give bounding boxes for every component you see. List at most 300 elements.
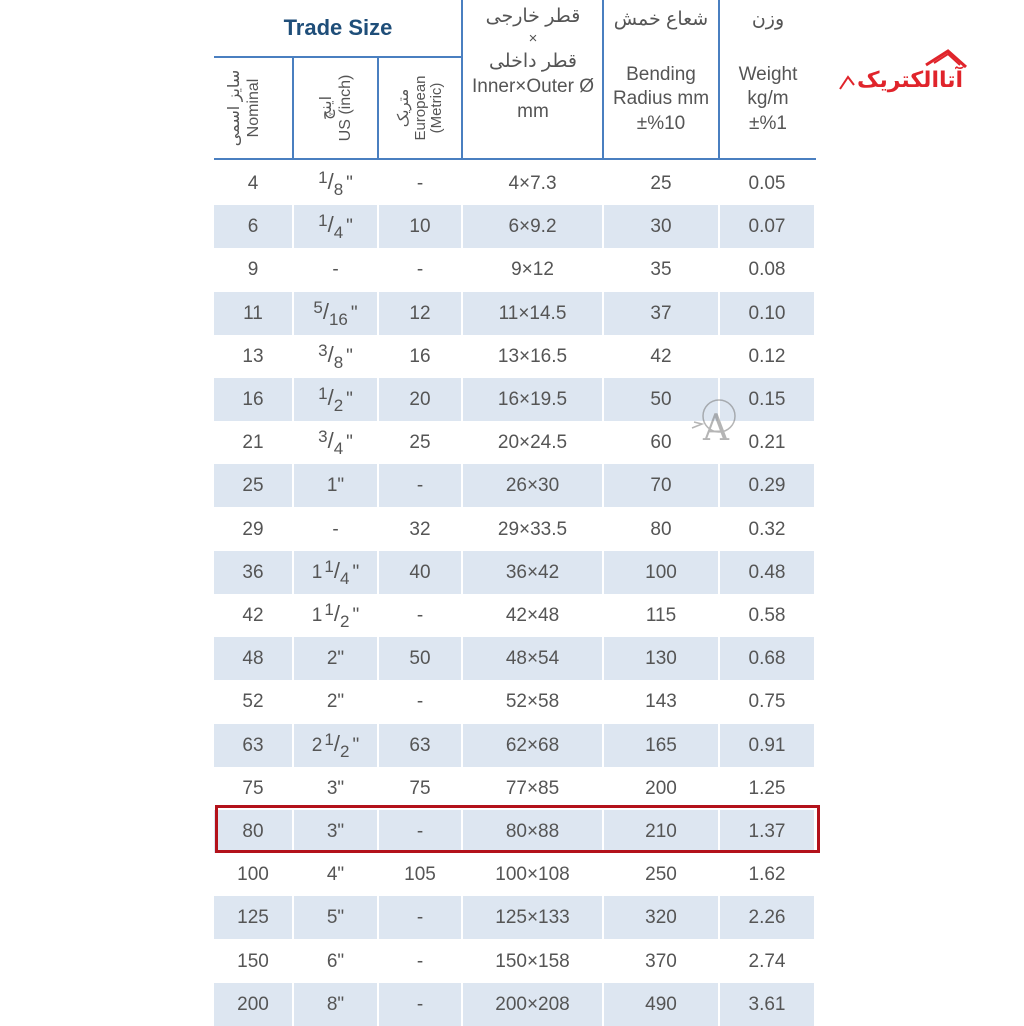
us-inch-whole: 1: [311, 561, 323, 583]
diameter-cell-value: 100×108: [495, 863, 570, 885]
us-inch-den: 4: [333, 222, 344, 242]
brand-logo: [838, 45, 978, 101]
row-divider: [602, 767, 604, 810]
bending-radius-cell: [604, 508, 718, 551]
weight-cell: [720, 680, 814, 723]
fraction-slash: /: [327, 384, 334, 410]
us-inch-value: 6": [326, 950, 345, 972]
us-inch-cell: [294, 896, 377, 939]
nominal-cell-value: 52: [242, 690, 264, 712]
metric-cell-value: 25: [409, 431, 431, 453]
nominal-cell: [214, 335, 292, 378]
row-divider: [718, 594, 720, 637]
bending-radius-cell: [604, 853, 718, 896]
us-header-fa: اینچ: [317, 95, 335, 121]
metric-cell-value: -: [416, 474, 424, 496]
diameter-cell-value: 11×14.5: [498, 302, 567, 324]
weight-cell-value: 1.62: [748, 863, 786, 885]
bending-radius-cell-value: 143: [645, 690, 677, 712]
nominal-cell-value: 21: [242, 431, 264, 453]
nominal-cell: [214, 378, 292, 421]
us-inch-cell: [294, 724, 377, 767]
nominal-cell: [214, 594, 292, 637]
metric-cell-value: 75: [409, 777, 431, 799]
nominal-header-en: Nominal: [245, 78, 262, 138]
diameter-cell-value: 125×133: [495, 906, 570, 928]
us-inch-value: -: [332, 518, 339, 540]
row-divider: [602, 551, 604, 594]
row-divider: [461, 724, 463, 767]
nominal-cell-value: 125: [237, 906, 269, 928]
metric-cell: [379, 248, 461, 291]
row-divider: [377, 551, 379, 594]
trade-size-divider: [214, 56, 462, 58]
bending-radius-cell: [604, 594, 718, 637]
metric-cell-value: 32: [409, 518, 431, 540]
us-inch-value: 2": [326, 690, 345, 712]
us-inch-num: 1: [324, 729, 334, 749]
us-inch-cell: [294, 637, 377, 680]
metric-cell-value: -: [416, 172, 424, 194]
row-divider: [377, 378, 379, 421]
weight-cell-value: 0.15: [748, 388, 786, 410]
bending-radius-cell-value: 100: [645, 561, 677, 583]
bending-radius-cell: [604, 940, 718, 983]
highlight-box: [215, 805, 820, 853]
row-divider: [461, 940, 463, 983]
us-inch-num: 1: [324, 599, 334, 619]
trade-size-header: [214, 0, 462, 56]
row-divider: [718, 724, 720, 767]
us-inch-suffix: ": [352, 604, 360, 626]
row-divider: [718, 637, 720, 680]
logo-text: آتاالکتریک: [856, 68, 964, 93]
nominal-cell-value: 6: [247, 215, 259, 237]
us-inch-cell: [294, 853, 377, 896]
row-divider: [292, 205, 294, 248]
row-divider: [602, 292, 604, 335]
row-divider: [461, 637, 463, 680]
us-inch-cell: [294, 205, 377, 248]
bending-radius-cell: [604, 162, 718, 205]
row-divider: [718, 767, 720, 810]
nominal-header: [222, 57, 266, 159]
weight-cell-value: 2.26: [748, 906, 786, 928]
row-divider: [602, 464, 604, 507]
weight-cell: [720, 292, 814, 335]
us-inch-cell: [294, 551, 377, 594]
nominal-cell: [214, 421, 292, 464]
row-divider: [377, 637, 379, 680]
bending-radius-cell-value: 30: [650, 215, 672, 237]
row-divider: [377, 983, 379, 1026]
diameter-header-times: ×: [528, 30, 538, 48]
metric-cell: [379, 853, 461, 896]
nominal-cell-value: 11: [243, 302, 263, 324]
us-inch-value: 4": [326, 863, 345, 885]
bending-radius-cell-value: 80: [650, 518, 672, 540]
nominal-cell: [214, 680, 292, 723]
row-divider: [718, 551, 720, 594]
row-divider: [377, 162, 379, 205]
metric-cell: [379, 594, 461, 637]
watermark-icon: [686, 388, 746, 454]
weight-cell: [720, 983, 814, 1026]
nominal-cell-value: 200: [237, 993, 269, 1015]
bending-radius-cell: [604, 637, 718, 680]
weight-cell: [720, 637, 814, 680]
us-inch-cell: [294, 162, 377, 205]
nominal-cell: [214, 767, 292, 810]
bending-radius-cell-value: 320: [645, 906, 677, 928]
nominal-cell-value: 48: [242, 647, 264, 669]
nominal-cell: [214, 637, 292, 680]
us-inch-fraction: [318, 384, 353, 416]
row-divider: [718, 248, 720, 291]
diameter-cell-value: 200×208: [495, 993, 570, 1015]
row-divider: [461, 248, 463, 291]
row-divider: [461, 983, 463, 1026]
row-divider: [461, 853, 463, 896]
row-divider: [602, 378, 604, 421]
fraction-slash: /: [327, 168, 334, 194]
row-divider: [377, 767, 379, 810]
metric-header-en2: (Metric): [428, 82, 446, 134]
diameter-cell: [463, 205, 602, 248]
nominal-cell-value: 25: [242, 474, 264, 496]
row-divider: [718, 940, 720, 983]
weight-cell-value: 3.61: [748, 993, 786, 1015]
nominal-cell: [214, 162, 292, 205]
bending-radius-cell-value: 37: [650, 302, 672, 324]
metric-cell: [379, 205, 461, 248]
us-inch-value: 8": [326, 993, 345, 1015]
bending-radius-cell-value: 50: [650, 388, 672, 410]
nominal-cell-value: 4: [247, 172, 259, 194]
metric-cell-value: -: [416, 258, 424, 280]
row-divider: [292, 421, 294, 464]
bending-radius-cell-value: 370: [645, 950, 677, 972]
us-inch-den: 8: [333, 179, 344, 199]
diameter-cell-value: 52×58: [505, 690, 560, 712]
row-divider: [377, 248, 379, 291]
bending-radius-cell-value: 130: [645, 647, 677, 669]
weight-cell-value: 0.68: [748, 647, 786, 669]
metric-cell: [379, 162, 461, 205]
bending-radius-cell: [604, 248, 718, 291]
diameter-cell-value: 4×7.3: [508, 172, 557, 194]
bending-radius-cell-value: 60: [650, 431, 672, 453]
us-inch-fraction: [312, 730, 359, 762]
metric-cell-value: -: [416, 950, 424, 972]
us-inch-suffix: ": [346, 345, 353, 367]
diameter-cell: [463, 767, 602, 810]
diameter-cell-value: 13×16.5: [497, 345, 568, 367]
row-divider: [292, 983, 294, 1026]
bending-radius-cell: [604, 292, 718, 335]
row-divider: [461, 421, 463, 464]
metric-cell-value: 40: [409, 561, 431, 583]
us-inch-fraction: [318, 427, 353, 459]
column-divider: [718, 0, 720, 159]
bending-radius-cell-value: 115: [645, 604, 677, 626]
bending-radius-cell: [604, 896, 718, 939]
us-inch-num: 1: [318, 383, 328, 403]
row-divider: [292, 594, 294, 637]
row-divider: [602, 637, 604, 680]
us-inch-den: 4: [339, 568, 350, 588]
row-divider: [292, 637, 294, 680]
us-inch-suffix: ": [352, 734, 360, 756]
nominal-cell-value: 42: [242, 604, 264, 626]
logo-icon: [838, 45, 978, 101]
diameter-cell-value: 48×54: [505, 647, 560, 669]
row-divider: [461, 896, 463, 939]
row-divider: [292, 292, 294, 335]
metric-cell: [379, 551, 461, 594]
metric-header-en: European: [411, 75, 429, 141]
us-inch-value: 2": [326, 647, 345, 669]
row-divider: [292, 162, 294, 205]
diameter-cell-value: 36×42: [505, 561, 560, 583]
bending-radius-cell: [604, 335, 718, 378]
metric-cell: [379, 508, 461, 551]
weight-header-en1: Weight: [738, 63, 798, 85]
row-divider: [377, 940, 379, 983]
us-inch-suffix: ": [352, 561, 360, 583]
diameter-cell: [463, 896, 602, 939]
row-divider: [377, 464, 379, 507]
us-inch-fraction: [313, 298, 357, 330]
row-divider: [461, 378, 463, 421]
row-divider: [718, 508, 720, 551]
watermark-logo: [686, 388, 746, 454]
diameter-cell: [463, 940, 602, 983]
us-inch-cell: [294, 594, 377, 637]
nominal-cell-value: 16: [242, 388, 264, 410]
diameter-cell: [463, 551, 602, 594]
metric-cell: [379, 292, 461, 335]
weight-cell-value: 0.10: [748, 302, 786, 324]
us-inch-suffix: ": [350, 302, 358, 324]
metric-cell-value: 105: [404, 863, 436, 885]
row-divider: [377, 335, 379, 378]
us-inch-cell: [294, 680, 377, 723]
us-inch-fraction: [312, 600, 359, 632]
bending-header-fa: شعاع خمش: [613, 9, 709, 30]
metric-cell-value: -: [416, 993, 424, 1015]
metric-cell-value: 50: [409, 647, 431, 669]
column-divider: [292, 56, 294, 159]
weight-cell-value: 0.21: [748, 431, 786, 453]
nominal-cell-value: 36: [242, 561, 264, 583]
metric-cell: [379, 940, 461, 983]
us-inch-cell: [294, 248, 377, 291]
nominal-cell-value: 75: [242, 777, 264, 799]
metric-header: [395, 57, 446, 159]
nominal-cell: [214, 724, 292, 767]
us-inch-cell: [294, 378, 377, 421]
bending-radius-cell: [604, 983, 718, 1026]
fraction-slash: /: [327, 341, 334, 367]
diameter-cell: [463, 594, 602, 637]
diameter-cell: [463, 378, 602, 421]
us-inch-value: 3": [326, 820, 345, 842]
metric-cell-value: 10: [409, 215, 431, 237]
metric-cell: [379, 464, 461, 507]
nominal-cell-value: 29: [242, 518, 264, 540]
diameter-header: [463, 0, 603, 160]
weight-header-tolerance: ±%1: [749, 113, 787, 135]
us-inch-num: 1: [318, 167, 328, 187]
fraction-slash: /: [333, 600, 340, 626]
row-divider: [377, 724, 379, 767]
bending-radius-header: [604, 0, 718, 160]
weight-cell: [720, 335, 814, 378]
row-divider: [718, 983, 720, 1026]
bending-radius-cell-value: 210: [645, 820, 677, 842]
bending-radius-cell: [604, 680, 718, 723]
row-divider: [718, 162, 720, 205]
us-inch-suffix: ": [346, 215, 353, 237]
weight-cell-value: 0.08: [748, 258, 786, 280]
diameter-cell-value: 80×88: [505, 820, 560, 842]
nominal-cell: [214, 248, 292, 291]
bending-radius-cell: [604, 551, 718, 594]
weight-cell-value: 1.37: [748, 820, 786, 842]
nominal-cell-value: 63: [242, 734, 264, 756]
row-divider: [602, 853, 604, 896]
metric-cell-value: 16: [409, 345, 431, 367]
us-inch-cell: [294, 767, 377, 810]
diameter-cell-value: 9×12: [511, 258, 554, 280]
us-inch-fraction: [318, 341, 353, 373]
weight-cell: [720, 767, 814, 810]
weight-cell: [720, 896, 814, 939]
weight-header-en2: kg/m: [747, 88, 789, 110]
us-inch-num: 5: [313, 297, 323, 317]
row-divider: [292, 248, 294, 291]
nominal-cell: [214, 205, 292, 248]
diameter-cell: [463, 637, 602, 680]
row-divider: [602, 594, 604, 637]
row-divider: [718, 335, 720, 378]
metric-cell: [379, 680, 461, 723]
row-divider: [292, 896, 294, 939]
diameter-cell: [463, 335, 602, 378]
us-inch-den: 8: [333, 352, 344, 372]
row-divider: [718, 853, 720, 896]
nominal-cell-value: 80: [242, 820, 264, 842]
row-divider: [377, 680, 379, 723]
diameter-cell-value: 26×30: [505, 474, 560, 496]
row-divider: [292, 680, 294, 723]
nominal-cell-value: 13: [242, 345, 264, 367]
us-inch-num: 3: [318, 340, 328, 360]
weight-cell: [720, 248, 814, 291]
row-divider: [602, 940, 604, 983]
us-inch-den: 2: [339, 611, 350, 631]
row-divider: [461, 205, 463, 248]
diameter-cell: [463, 248, 602, 291]
weight-cell-value: 1.25: [748, 777, 786, 799]
row-divider: [602, 335, 604, 378]
weight-cell-value: 0.58: [748, 604, 786, 626]
row-divider: [602, 248, 604, 291]
fraction-slash: /: [322, 298, 329, 324]
nominal-cell: [214, 896, 292, 939]
diameter-cell-value: 16×19.5: [497, 388, 568, 410]
metric-cell: [379, 724, 461, 767]
weight-header-fa: وزن: [751, 9, 785, 30]
row-divider: [718, 205, 720, 248]
row-divider: [602, 983, 604, 1026]
row-divider: [718, 464, 720, 507]
weight-cell-value: 0.48: [748, 561, 786, 583]
us-inch-den: 4: [333, 438, 344, 458]
bending-radius-cell-value: 200: [645, 777, 677, 799]
row-divider: [718, 680, 720, 723]
bending-header-en1: Bending: [626, 63, 696, 85]
nominal-cell: [214, 983, 292, 1026]
bending-radius-cell: [604, 464, 718, 507]
us-inch-whole: 2: [311, 734, 323, 756]
bending-radius-cell-value: 250: [645, 863, 677, 885]
us-inch-num: 3: [318, 426, 328, 446]
bending-header-en2: Radius mm: [612, 88, 710, 110]
column-divider: [377, 56, 379, 159]
row-divider: [377, 205, 379, 248]
metric-cell: [379, 378, 461, 421]
nominal-cell-value: 9: [247, 258, 259, 280]
weight-cell-value: 0.07: [748, 215, 786, 237]
weight-cell: [720, 162, 814, 205]
row-divider: [461, 680, 463, 723]
row-divider: [377, 853, 379, 896]
us-inch-den: 16: [328, 309, 348, 329]
bending-radius-cell-value: 165: [645, 734, 677, 756]
weight-cell-value: 0.32: [748, 518, 786, 540]
weight-cell-value: 2.74: [748, 950, 786, 972]
row-divider: [602, 724, 604, 767]
row-divider: [292, 853, 294, 896]
row-divider: [718, 292, 720, 335]
row-divider: [292, 508, 294, 551]
row-divider: [377, 292, 379, 335]
row-divider: [292, 335, 294, 378]
bending-radius-cell: [604, 205, 718, 248]
diameter-cell: [463, 292, 602, 335]
metric-cell-value: -: [416, 906, 424, 928]
fraction-slash: /: [327, 427, 334, 453]
fraction-slash: /: [327, 211, 334, 237]
row-divider: [292, 724, 294, 767]
diameter-cell-value: 6×9.2: [508, 215, 557, 237]
us-inch-suffix: ": [346, 388, 353, 410]
weight-cell: [720, 594, 814, 637]
row-divider: [461, 335, 463, 378]
metric-header-fa: متریک: [395, 88, 413, 128]
bending-radius-cell: [604, 724, 718, 767]
metric-cell-value: -: [416, 604, 424, 626]
nominal-cell: [214, 464, 292, 507]
nominal-cell: [214, 551, 292, 594]
us-inch-value: 3": [326, 777, 345, 799]
us-inch-value: 5": [326, 906, 345, 928]
metric-cell-value: 63: [409, 734, 431, 756]
us-inch-fraction: [318, 168, 353, 200]
us-inch-den: 2: [339, 741, 350, 761]
